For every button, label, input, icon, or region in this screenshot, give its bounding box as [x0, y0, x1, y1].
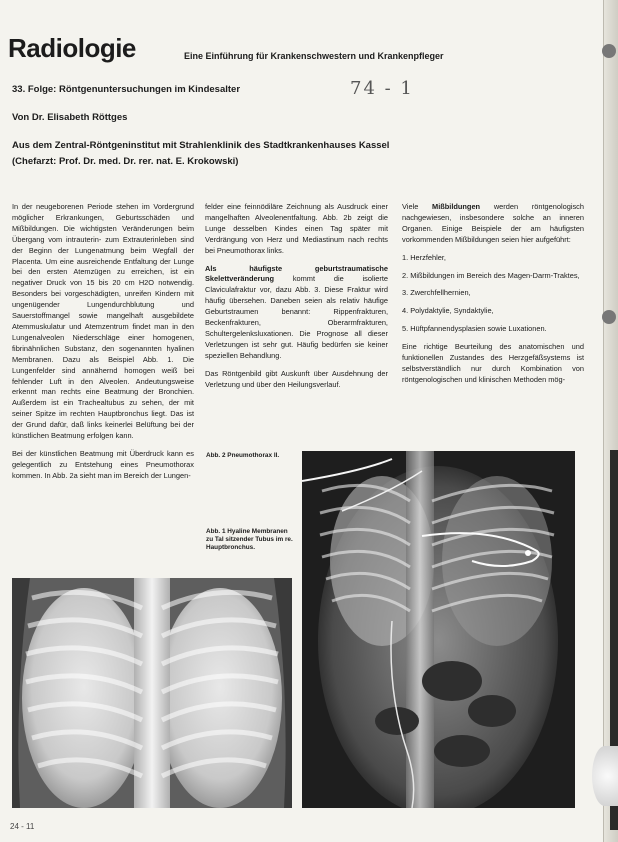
list-item: 1. Herzfehler, — [402, 252, 446, 262]
article-column-1 — [12, 202, 194, 489]
figure-caption-abb2: Abb. 2 Pneumothorax II. — [206, 452, 280, 459]
malformation-list — [402, 253, 584, 336]
paragraph — [205, 264, 388, 362]
paragraph: In der neugeborenen Periode stehen im Vordergrund möglicher Erkrankungen, Geburtsschäden und Mißbildungen. Die wichtigsten Veränderungen beim Übergang vom intrauterin- zum Extrauterinleben sind der Beginn der Lungenatmung beim Wegfall der Placenta. Um eine ausreichende Entfaltung der Lunge bei den ersten Atemzügen zu erreichen, ist ein negativer Druck von 15 bis 20 cm H2O notwendig. Besonders bei vorgeschädigten, unreifen Kindern mit ungenügender Lungendurchblutung und Sauerstoffmangel sowie mangelhaft ausgebildete Atemmuskulatur und Atemzentrum findet man in den Lungenalveolen Niederschläge einer homogenen, fibrinähnlichen Substanz, den sogenannten hyalinen Membranen. Dazu als Beispiel Abb. 1. Die Lungenfelder sind annähernd homogen weiß bei fehlender Luft in den Alveolen. Andeutungsweise erkennt man rechts eine Beatmung der Bronchien. Außerdem ist ein Trachealtubus zu sehen, der mit seiner Spitze im rechten Hauptbronchus liegt. Das ist der Grund dafür, daß links keinerlei Belüftung bei der künstlichen Beatmung erfolgen kann. — [12, 202, 194, 441]
journal-subtitle: Eine Einführung für Krankenschwestern und Krankenpfleger — [184, 51, 444, 61]
paragraph-lead: Mißbildungen — [432, 202, 481, 211]
paragraph: Bei der künstlichen Beatmung mit Überdruck kann es gelegentlich zu Entstehung eines Pneumothorax kommen. In Abb. 2a sieht man im Bereich der Lungen- — [12, 448, 194, 480]
paragraph-text: Viele — [402, 202, 433, 211]
next-page-image-edge — [592, 746, 618, 806]
paragraph: Eine richtige Beurteilung des anatomischen und funktionellen Zustandes des Herzgefäßsystems ist selbstverständlich nur durch Kombination von röntgenologischen und klinischen Methoden mög- — [402, 342, 584, 384]
list-item: 4. Polydaktylie, Syndaktylie, — [402, 306, 494, 316]
journal-title: Radiologie — [8, 33, 136, 63]
article-column-2 — [205, 202, 388, 398]
xray-image-pneumothorax — [302, 451, 575, 808]
paragraph-text: kommt die isolierte Claviculafraktur vor, dazu Abb. 3. Diese Fraktur wird häufig übersehen. Daneben seien als relativ häufige Geburtstraumen benannt: Rippenfrakturen, Beckenfrakturen, Oberarmfrakturen, Schultergelenksluxationen. Die Prognose all dieser Verletzungen ist sehr gut. Häufig bedürfen sie keiner speziellen Behandlung. — [205, 274, 388, 360]
page-number: 24 - 11 — [10, 822, 35, 831]
list-item: 3. Zwerchfellhernien, — [402, 288, 471, 298]
edge-mark — [602, 44, 616, 58]
paragraph — [402, 202, 584, 246]
page-fold-line — [603, 0, 604, 842]
edge-mark — [602, 310, 616, 324]
series-heading: 33. Folge: Röntgenuntersuchungen im Kindesalter — [12, 84, 241, 95]
institution-line: Aus dem Zentral-Röntgeninstitut mit Strahlenklinik des Stadtkrankenhauses Kassel — [12, 140, 390, 151]
figure-caption-abb1: Abb. 1 Hyaline Membranen zu Tal sitzender Tubus im re. Hauptbronchus. — [206, 528, 293, 551]
paragraph: Das Röntgenbild gibt Auskunft über Ausdehnung der Verletzung und über den Heilungsverlauf. — [205, 368, 388, 389]
paragraph-lead: Als häufigste geburtstraumatische Skelettveränderung — [205, 263, 388, 284]
handwritten-note: 74 - 1 — [350, 78, 414, 99]
paragraph: felder eine feinnödiläre Zeichnung als Ausdruck einer mangelhaften Alveolenentfaltung. Abb. 2b zeigt die Lunge desselben Kindes einen Tag später mit Verdrängung von Herz und Mediastinum nach rechts bei Pneumothorax links. — [205, 202, 388, 255]
xray-image-chest — [12, 578, 292, 808]
article-column-3 — [402, 202, 584, 393]
paragraph-text: werden röntgenologisch nachgewiesen, insbesondere solche an inneren Organen. Einige Beispiele der am häufigsten vorkommenden Mißbildungen seien hier aufgeführt: — [402, 202, 584, 244]
list-item: 5. Hüftpfannendysplasien sowie Luxationen. — [402, 324, 547, 334]
author-line: Von Dr. Elisabeth Röttges — [12, 112, 128, 123]
chief-physician-line: (Chefarzt: Prof. Dr. med. Dr. rer. nat. E. Krokowski) — [12, 156, 239, 167]
list-item: 2. Mißbildungen im Bereich des Magen-Darm-Traktes, — [402, 270, 580, 280]
